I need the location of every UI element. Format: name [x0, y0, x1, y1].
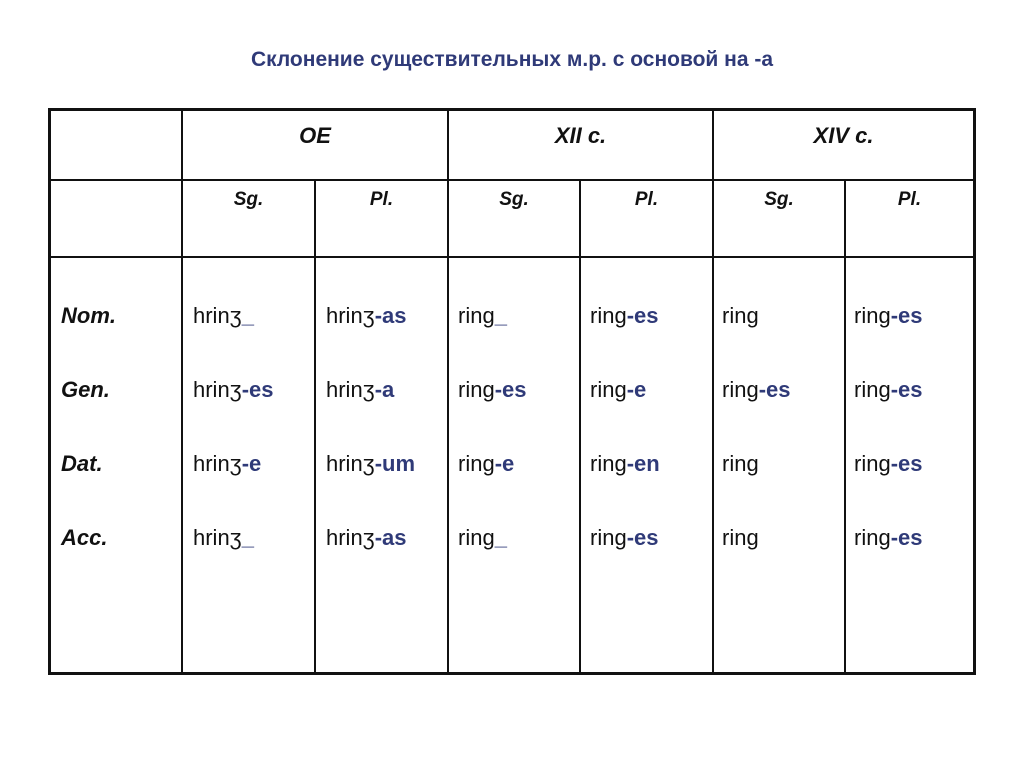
- page-title: Склонение существительных м.р. с основой на -а: [250, 48, 774, 71]
- grid-line: [51, 179, 973, 181]
- form-cell: ring-es: [854, 377, 923, 402]
- form-cell: ring-es: [722, 377, 791, 402]
- header-pl: Pl.: [634, 189, 659, 210]
- case-label-acc: Acc.: [61, 525, 108, 550]
- form-cell: hrinʒ_: [193, 303, 254, 328]
- form-cell: hrinʒ-as: [326, 525, 407, 550]
- grid-line: [844, 179, 846, 672]
- case-label-gen: Gen.: [61, 377, 110, 402]
- form-cell: ring-es: [590, 525, 659, 550]
- form-cell: ring-es: [854, 303, 923, 328]
- form-cell: ring-es: [854, 451, 923, 476]
- form-cell: hrinʒ-um: [326, 451, 416, 476]
- header-pl: Pl.: [369, 189, 394, 210]
- form-cell: hrinʒ_: [193, 525, 254, 550]
- header-sg: Sg.: [499, 189, 529, 210]
- case-label-dat: Dat.: [61, 451, 103, 476]
- form-cell: ring-e: [590, 377, 647, 402]
- header-sg: Sg.: [764, 189, 794, 210]
- grid-line: [579, 179, 581, 672]
- header-oe: OE: [299, 123, 331, 148]
- form-cell: hrinʒ-as: [326, 303, 407, 328]
- form-cell: ring-en: [590, 451, 660, 476]
- header-xii: XII c.: [554, 123, 607, 148]
- form-cell: ring-es: [854, 525, 923, 550]
- header-sg: Sg.: [233, 189, 264, 210]
- form-cell: ring-es: [458, 377, 527, 402]
- form-cell: hrinʒ-e: [193, 451, 262, 476]
- header-pl: Pl.: [897, 189, 922, 210]
- grid-line: [314, 179, 316, 672]
- form-cell: ring-e: [458, 451, 515, 476]
- form-cell: ring: [722, 303, 759, 328]
- declension-table: [48, 108, 976, 675]
- form-cell: ring_: [458, 525, 507, 550]
- form-cell: ring: [722, 451, 759, 476]
- form-cell: ring_: [458, 303, 507, 328]
- form-cell: hrinʒ-a: [326, 377, 395, 402]
- grid-line: [51, 256, 973, 258]
- form-cell: hrinʒ-es: [193, 377, 274, 402]
- form-cell: ring-es: [590, 303, 659, 328]
- form-cell: ring: [722, 525, 759, 550]
- header-xiv: XIV c.: [813, 123, 874, 148]
- case-label-nom: Nom.: [61, 303, 116, 328]
